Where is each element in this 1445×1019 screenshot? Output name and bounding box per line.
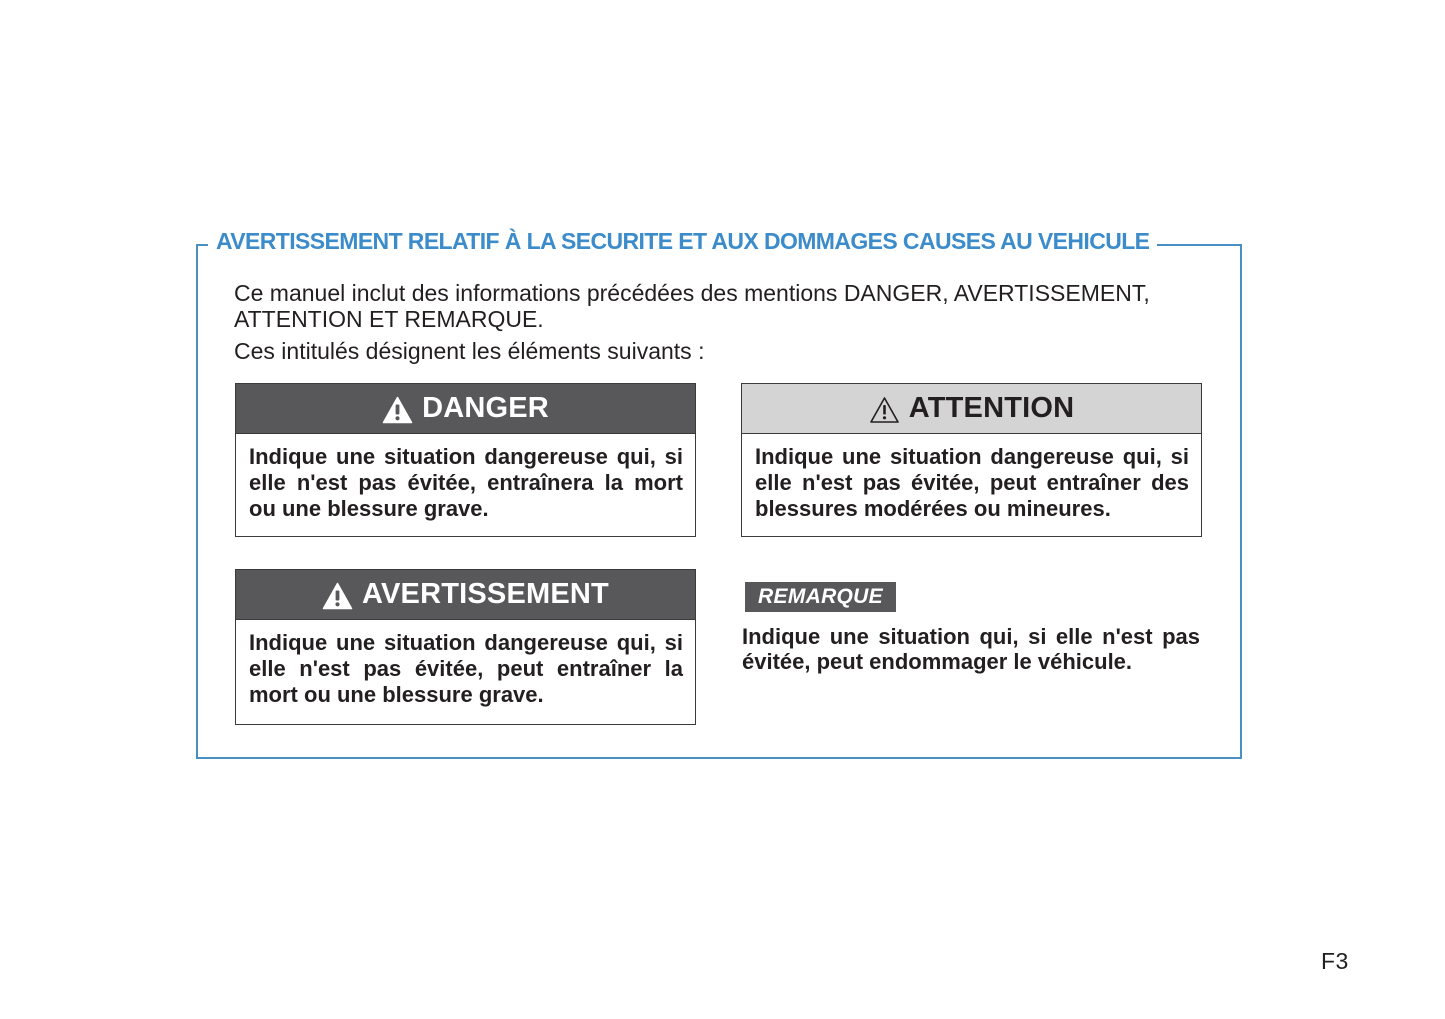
warning-description: Indique une situation dangereuse qui, si elle n'est pas évitée, peut entraîner la mort ou une blessure grave. (249, 630, 683, 707)
attention-label: ATTENTION (908, 392, 1075, 424)
page-number: F3 (1321, 948, 1349, 974)
warning-label: AVERTISSEMENT (362, 578, 609, 610)
warning-triangle-filled-icon (382, 396, 413, 424)
danger-header (236, 384, 695, 434)
danger-box (235, 383, 696, 537)
section-title: AVERTISSEMENT RELATIF À LA SECURITE ET AUX DOMMAGES CAUSES AU VEHICULE (208, 226, 1157, 256)
note-description: Indique une situation qui, si elle n'est pas évitée, peut endommager le véhicule. (742, 624, 1200, 674)
warning-triangle-outline-icon (869, 396, 900, 424)
attention-box (741, 383, 1202, 537)
attention-description: Indique une situation dangereuse qui, si elle n'est pas évitée, peut entraîner des blessures modérées ou mineures. (755, 444, 1189, 521)
intro-paragraph: Ce manuel inclut des informations précédées des mentions DANGER, AVERTISSEMENT, ATTENTION ET REMARQUE. (234, 280, 1150, 332)
warning-triangle-filled-icon (322, 582, 353, 610)
warning-box (235, 569, 696, 725)
warning-header (236, 570, 695, 620)
intro-subparagraph: Ces intitulés désignent les éléments suivants : (234, 338, 705, 364)
danger-description: Indique une situation dangereuse qui, si elle n'est pas évitée, entraînera la mort ou une blessure grave. (249, 444, 683, 521)
attention-header (742, 384, 1201, 434)
danger-label: DANGER (422, 392, 549, 424)
note-tag: REMARQUE (745, 582, 896, 612)
